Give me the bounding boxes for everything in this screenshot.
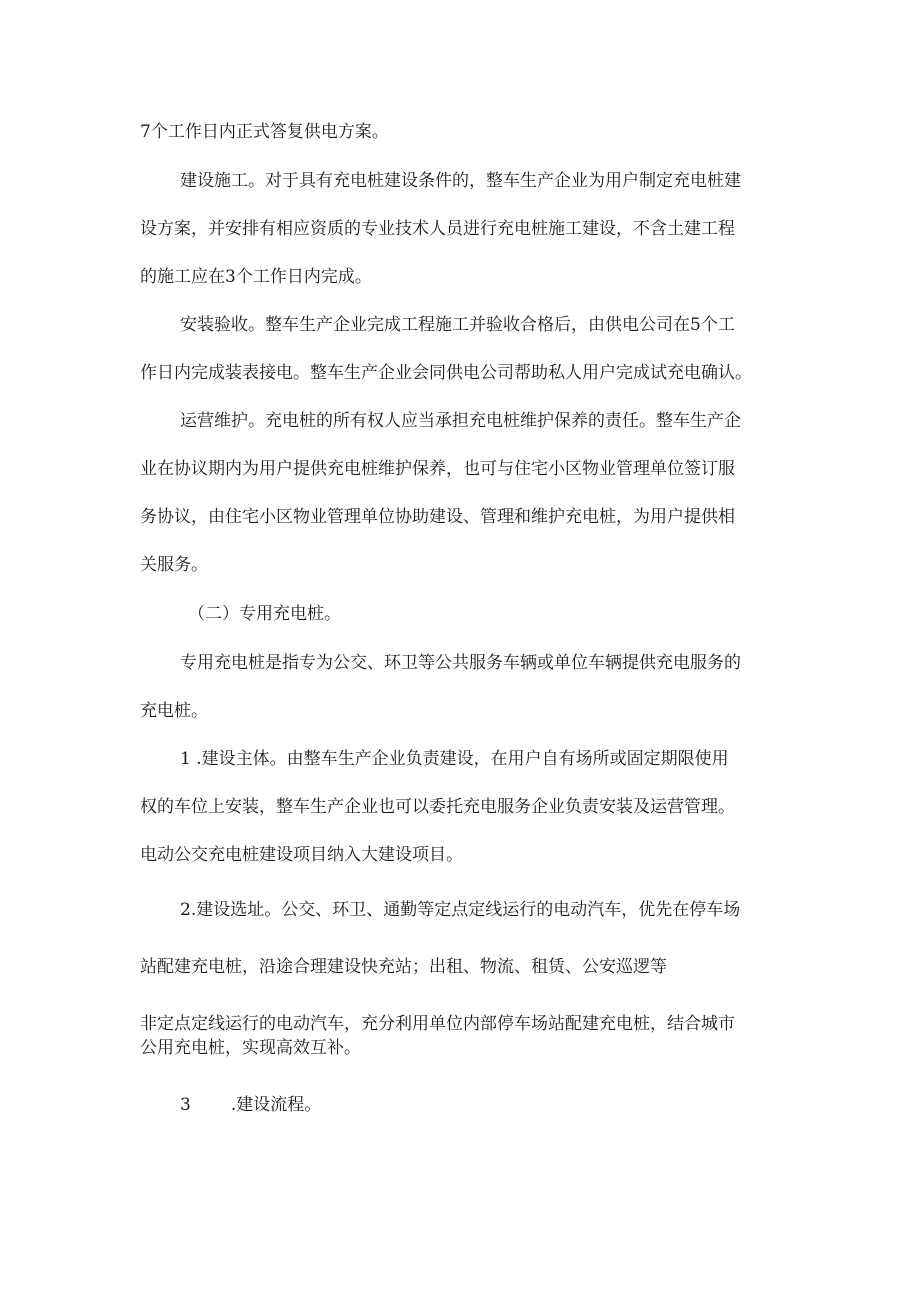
paragraph-line: 充电桩。	[140, 701, 208, 721]
paragraph-line: 公用充电桩，实现高效互补。	[140, 1038, 361, 1058]
paragraph-line: 设方案，并安排有相应资质的专业技术人员进行充电桩施工建设，不含土建工程	[140, 219, 735, 239]
paragraph-line: 权的车位上安装，整车生产企业也可以委托充电服务企业负责安装及运营管理。	[140, 797, 735, 817]
paragraph-line: 站配建充电桩，沿途合理建设快充站；出租、物流、租赁、公安巡逻等	[140, 957, 667, 977]
paragraph-line: 作日内完成装表接电。整车生产企业会同供电公司帮助私人用户完成试充电确认。	[140, 363, 752, 383]
paragraph-line: 务协议，由住宅小区物业管理单位协助建设、管理和维护充电桩，为用户提供相	[140, 507, 735, 527]
paragraph-line: 1 .建设主体。由整车生产企业负责建设，在用户自有场所或固定期限使用	[180, 749, 729, 769]
item-text: .建设流程。	[230, 1095, 322, 1115]
paragraph-line: 安装验收。整车生产企业完成工程施工并验收合格后，由供电公司在5个工	[180, 315, 735, 335]
paragraph-line: 7个工作日内正式答复供电方案。	[140, 122, 389, 142]
item-number: 3	[180, 1095, 191, 1115]
paragraph-line: 的施工应在3个工作日内完成。	[140, 267, 372, 287]
paragraph-line: 非定点定线运行的电动汽车，充分利用单位内部停车场站配建充电桩，结合城市	[140, 1014, 735, 1034]
paragraph-line: 业在协议期内为用户提供充电桩维护保养，也可与住宅小区物业管理单位签订服	[140, 459, 735, 479]
paragraph-line: 专用充电桩是指专为公交、环卫等公共服务车辆或单位车辆提供充电服务的	[180, 653, 741, 673]
paragraph-line: 电动公交充电桩建设项目纳入大建设项目。	[140, 845, 463, 865]
section-heading: （二）专用充电桩。	[188, 604, 341, 624]
numbered-item	[180, 1094, 321, 1116]
paragraph-line: 关服务。	[140, 555, 208, 575]
paragraph-line: 运营维护。充电桩的所有权人应当承担充电桩维护保养的责任。整车生产企	[180, 411, 741, 431]
paragraph-line: 2.建设选址。公交、环卫、通勤等定点定线运行的电动汽车，优先在停车场	[180, 900, 741, 920]
paragraph-line: 建设施工。对于具有充电桩建设条件的，整车生产企业为用户制定充电桩建	[180, 171, 741, 191]
